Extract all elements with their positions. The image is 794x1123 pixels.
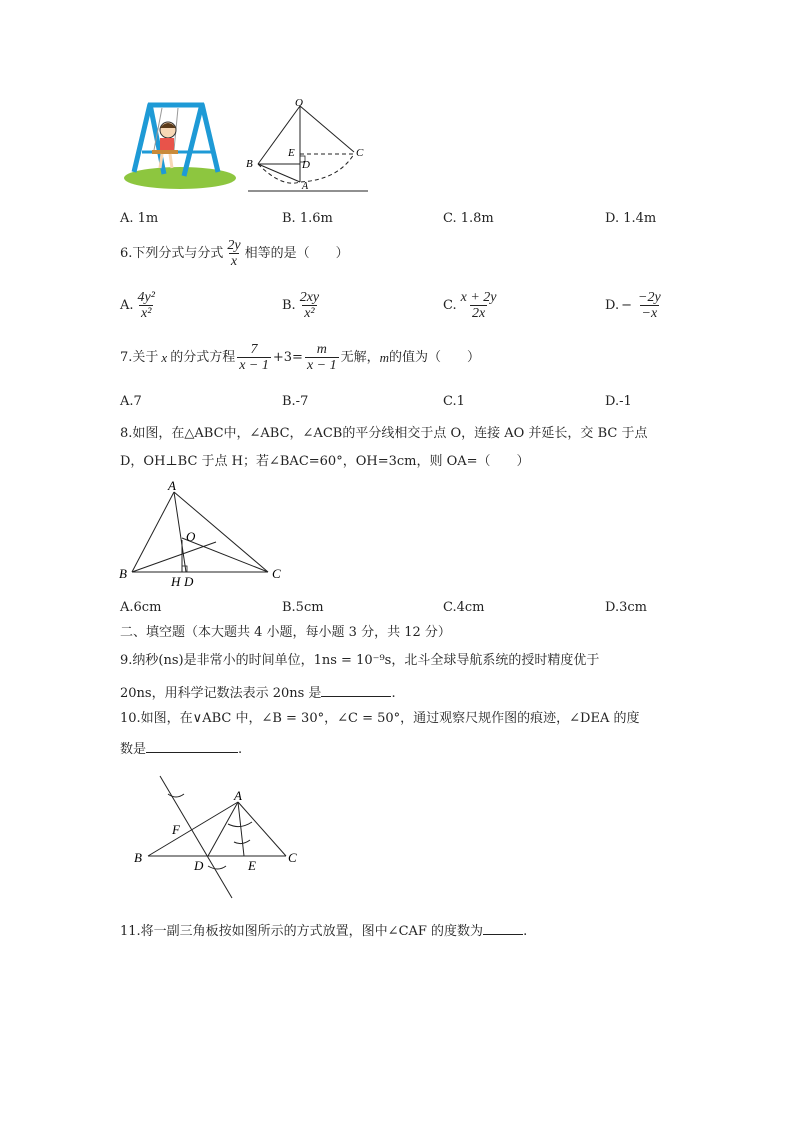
- diagram-label-O: O: [186, 529, 196, 544]
- diagram-label-B: B: [119, 566, 127, 581]
- q6-option-a-label: A.: [120, 297, 134, 313]
- q6-option-a-denominator: x²: [141, 306, 152, 321]
- q7-fraction-1: [237, 342, 271, 373]
- q6-option-b: [282, 290, 323, 321]
- q5-option-d: D. 1.4m: [605, 211, 657, 226]
- q11-end: .: [523, 924, 528, 939]
- q10-stem-line-2: [120, 738, 242, 759]
- diagram-label-A: A: [302, 181, 309, 192]
- diagram-label-B: B: [246, 158, 253, 170]
- diagram-label-H: H: [171, 574, 181, 589]
- q8-triangle-diagram: [116, 478, 291, 593]
- q7-option-a: A.7: [120, 394, 142, 409]
- q9-line-2-text: 20ns，用科学记数法表示 20ns 是: [120, 686, 322, 701]
- q7-stem: [120, 342, 480, 373]
- q10-line-2-text: 数是: [120, 742, 147, 757]
- diagram-label-O: O: [295, 97, 303, 109]
- q6-option-b-fraction: [298, 290, 321, 321]
- q8-stem-line-2: D，OH⊥BC 于点 H；若∠BAC=60°，OH=3cm，则 OA=（ ）: [120, 454, 530, 469]
- q11-stem: [120, 920, 527, 941]
- swing-illustration: [120, 100, 238, 192]
- q7-option-b: B.-7: [282, 394, 309, 409]
- q8-stem-line-1: 8.如图，在△ABC中，∠ABC，∠ACB的平分线相交于点 O，连接 AO 并延长，交 BC 于点: [120, 426, 648, 441]
- q11-answer-blank[interactable]: [483, 920, 523, 935]
- q7-fraction-1-numerator: 7: [250, 342, 258, 357]
- q7-option-d: D.-1: [605, 394, 632, 409]
- diagram-label-A: A: [168, 478, 176, 493]
- q10-construction-diagram: [128, 772, 308, 902]
- q6-option-c-numerator: x + 2y: [460, 290, 497, 305]
- q8-option-a: A.6cm: [120, 600, 162, 615]
- q7-suffix-2: 的值为（ ）: [389, 349, 481, 365]
- q5-option-a: A. 1m: [120, 211, 159, 226]
- q7-fraction-2: [305, 342, 339, 373]
- q6-option-c-denominator: 2x: [471, 306, 486, 321]
- q10-answer-blank[interactable]: [146, 738, 238, 753]
- q6-option-d-numerator: −2y: [638, 290, 661, 305]
- q9-stem-line-2: [120, 682, 396, 703]
- diagram-label-F: F: [172, 822, 180, 837]
- q6-given-denominator: x: [230, 254, 238, 269]
- swing-geometry-diagram: [242, 96, 372, 196]
- q9-answer-blank[interactable]: [321, 682, 391, 697]
- q6-stem: [120, 238, 349, 269]
- q7-mid: 的分式方程: [170, 349, 236, 365]
- q7-option-c: C.1: [443, 394, 465, 409]
- q7-fraction-2-numerator: m: [316, 342, 327, 357]
- q11-text: 11.将一副三角板按如图所示的方式放置，图中∠CAF 的度数为: [120, 924, 484, 939]
- diagram-label-A: A: [234, 788, 242, 803]
- q6-suffix: 相等的是（ ）: [244, 245, 349, 261]
- q6-option-c-fraction: [459, 290, 499, 321]
- q8-option-d: D.3cm: [605, 600, 647, 615]
- diagram-label-C: C: [272, 566, 281, 581]
- q6-option-c: [443, 290, 501, 321]
- q6-option-b-denominator: x²: [304, 306, 315, 321]
- q6-option-c-label: C.: [443, 297, 457, 313]
- diagram-label-D: D: [184, 574, 194, 589]
- q6-given-numerator: 2y: [227, 238, 241, 253]
- q6-option-a: [120, 290, 159, 321]
- q5-option-b: B. 1.6m: [282, 211, 333, 226]
- q10-stem-line-1: 10.如图，在∨ABC 中，∠B = 30°，∠C = 50°，通过观察尺规作图的痕迹，∠DEA 的度: [120, 711, 640, 726]
- q7-var-x: x: [161, 349, 168, 365]
- q9-line-2-end: .: [391, 686, 396, 701]
- q6-given-fraction: [225, 238, 242, 269]
- q6-prefix: 6.下列分式与分式: [120, 245, 224, 261]
- q10-line-2-end: .: [238, 742, 243, 757]
- diagram-label-E: E: [248, 858, 256, 873]
- q7-suffix-1: 无解，: [340, 349, 380, 365]
- q6-option-d-fraction: [636, 290, 663, 321]
- diagram-label-E: E: [288, 147, 295, 159]
- q7-plus: +3=: [272, 349, 303, 365]
- diagram-label-B: B: [134, 850, 142, 865]
- q7-prefix: 7.关于: [120, 349, 159, 365]
- q6-option-b-numerator: 2xy: [299, 290, 320, 305]
- q6-option-d-label: D.: [605, 297, 620, 313]
- diagram-label-D: D: [194, 858, 204, 873]
- q8-option-c: C.4cm: [443, 600, 485, 615]
- q6-option-d: [605, 290, 665, 321]
- q6-option-d-denominator: −x: [641, 306, 658, 321]
- q7-var-m: m: [379, 349, 390, 365]
- q6-option-a-numerator: 4y²: [137, 290, 155, 305]
- q7-fraction-1-denominator: x − 1: [239, 358, 269, 373]
- q6-option-b-label: B.: [282, 297, 296, 313]
- q9-stem-line-1: 9.纳秒(ns)是非常小的时间单位，1ns = 10⁻⁹s，北斗全球导航系统的授时精度优于: [120, 653, 600, 668]
- q6-option-a-fraction: [136, 290, 157, 321]
- q5-option-c: C. 1.8m: [443, 211, 494, 226]
- q7-fraction-2-denominator: x − 1: [306, 358, 337, 373]
- section-heading-fill-in: 二、填空题（本大题共 4 小题，每小题 3 分，共 12 分）: [120, 625, 451, 640]
- diagram-label-C: C: [288, 850, 297, 865]
- q6-option-d-sign: −: [621, 297, 632, 313]
- diagram-label-D: D: [302, 159, 310, 171]
- q8-option-b: B.5cm: [282, 600, 324, 615]
- diagram-label-C: C: [356, 147, 364, 159]
